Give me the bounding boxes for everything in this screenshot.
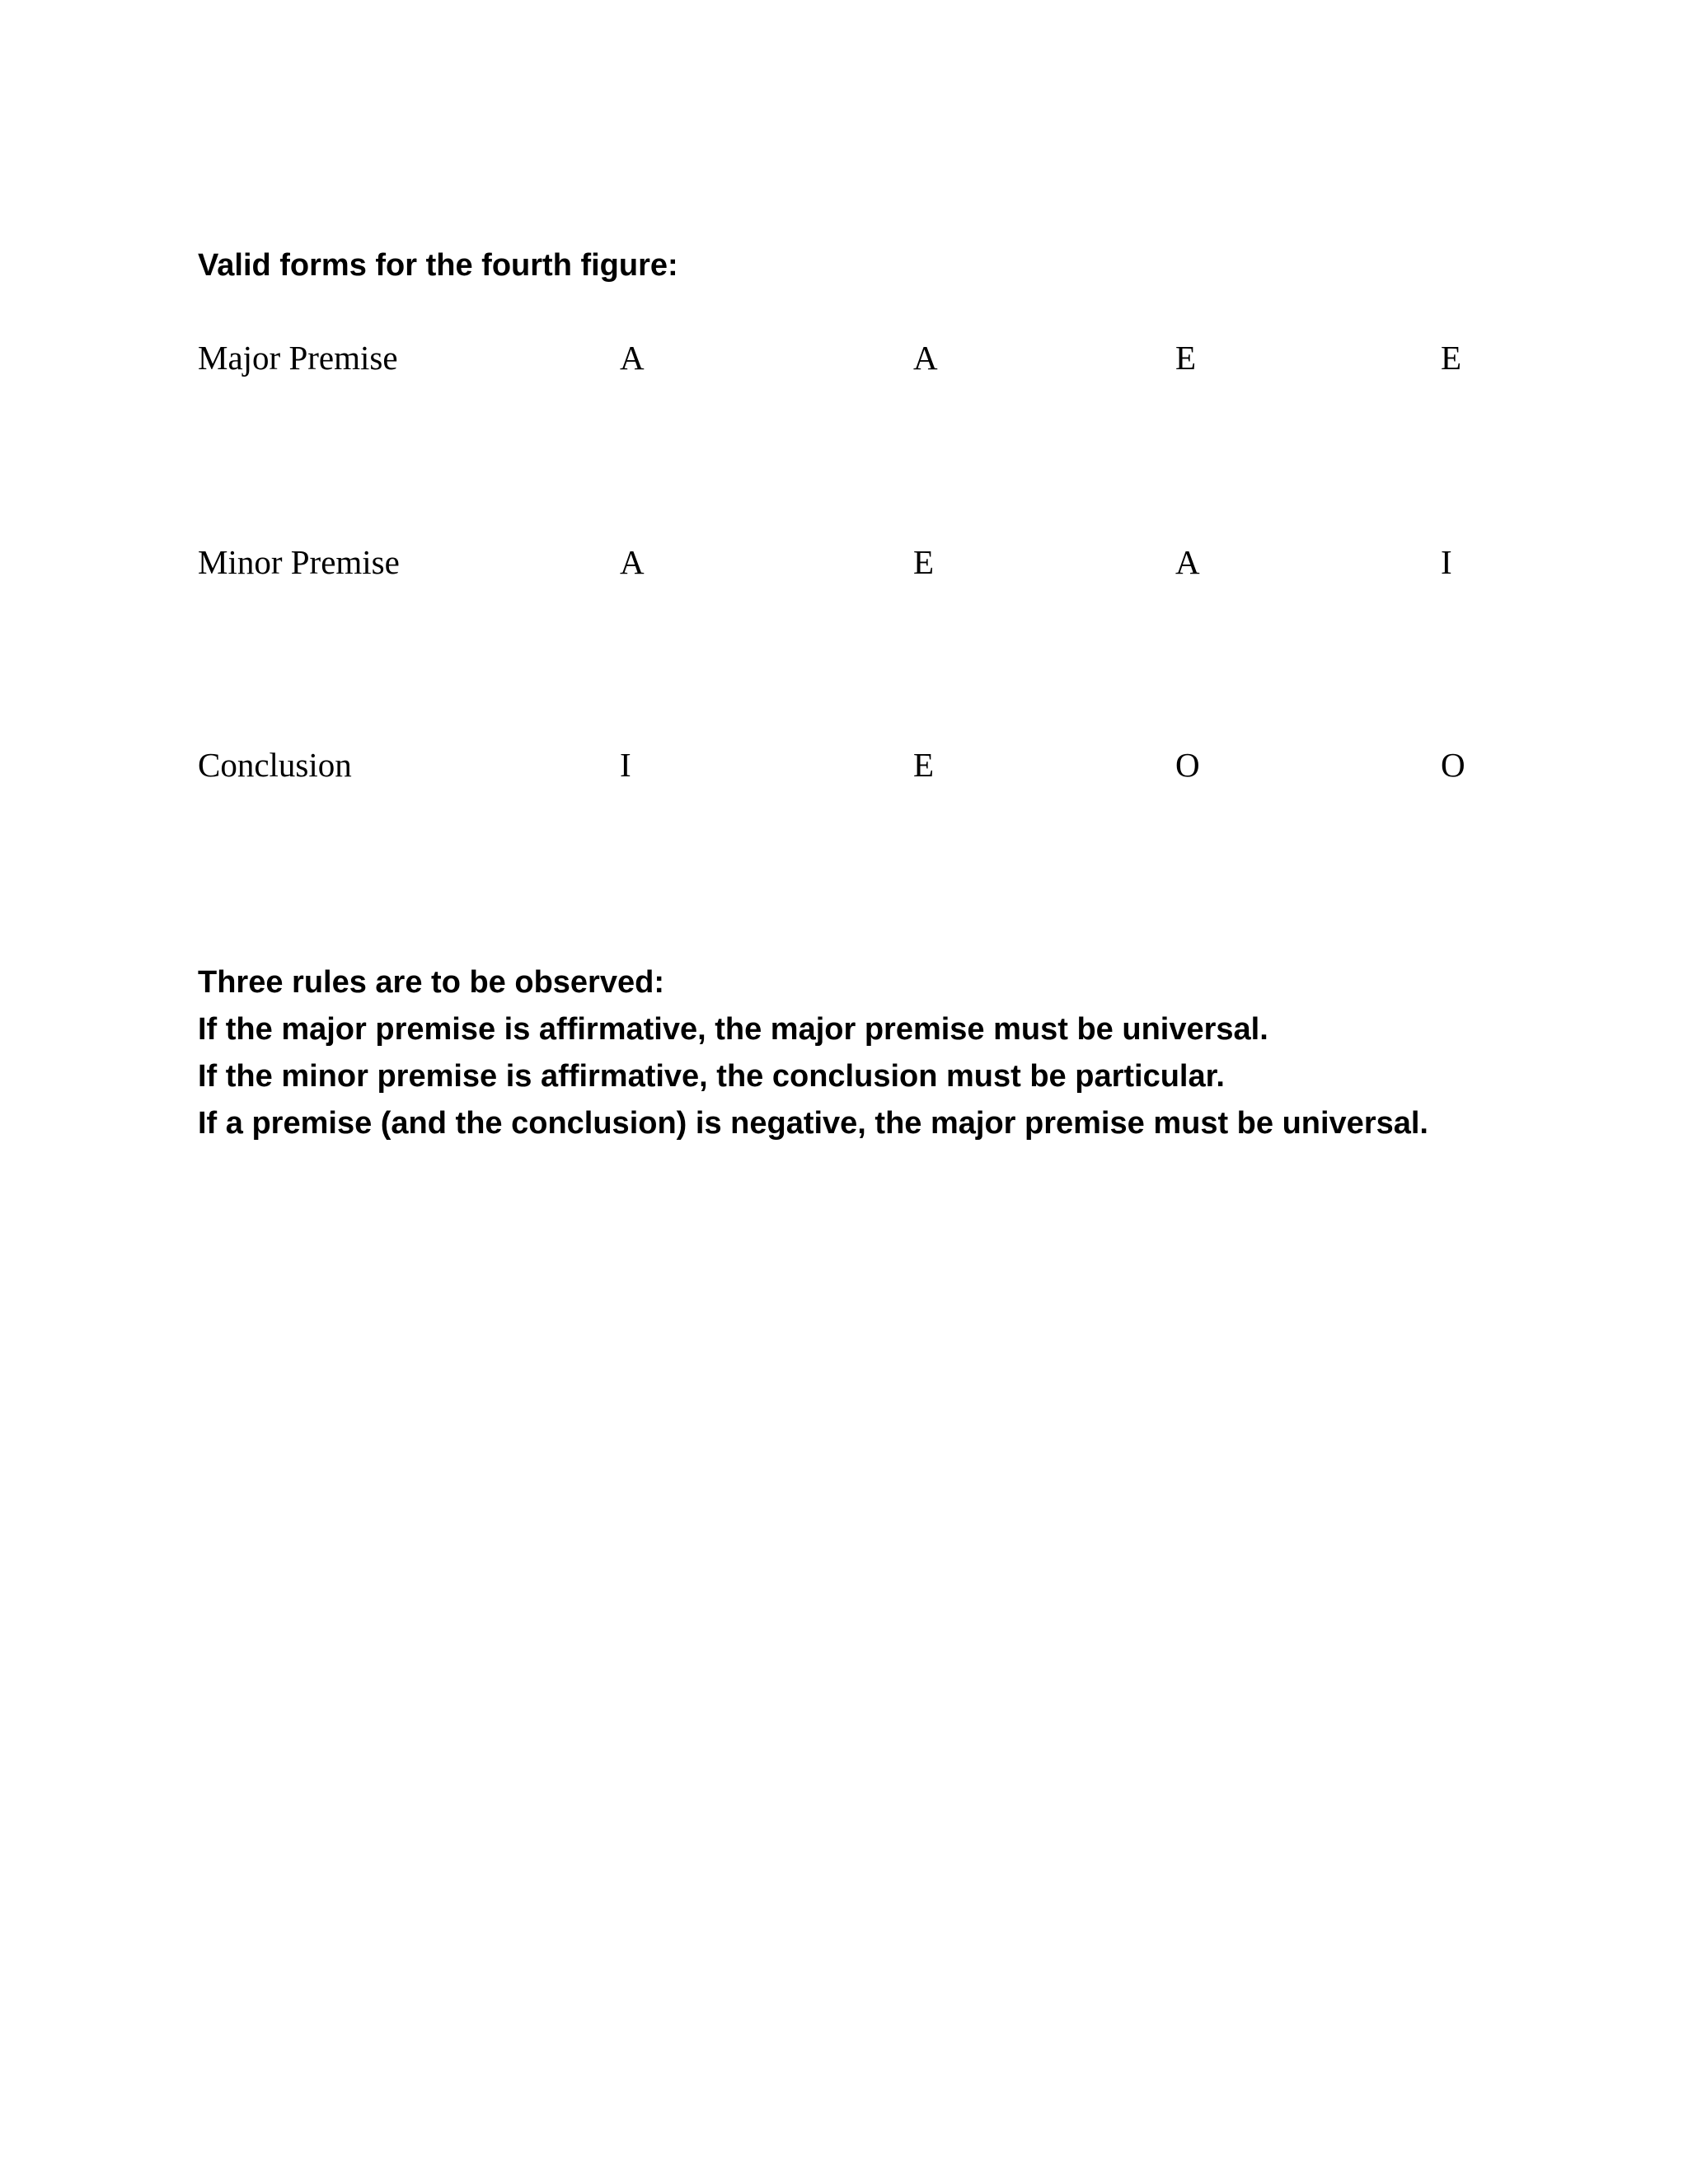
row-label: Conclusion <box>198 746 352 784</box>
row-label: Minor Premise <box>198 543 400 581</box>
rules-title: Three rules are to be observed: <box>198 965 664 1000</box>
table-cell: I <box>1441 543 1452 581</box>
rule-item: If the minor premise is affirmative, the conclusion must be particular. <box>198 1059 1225 1094</box>
table-row-major-premise <box>0 335 1688 384</box>
rules-section <box>198 959 1428 1147</box>
page-heading: Valid forms for the fourth figure: <box>198 248 678 283</box>
table-row-conclusion <box>0 742 1688 791</box>
table-cell: A <box>913 339 938 377</box>
rule-item: If a premise (and the conclusion) is negative, the major premise must be universal. <box>198 1106 1428 1141</box>
table-cell: O <box>1441 746 1465 784</box>
table-cell: A <box>1175 543 1200 581</box>
table-cell: E <box>1441 339 1462 377</box>
table-cell: E <box>1175 339 1197 377</box>
table-cell: A <box>620 339 645 377</box>
table-cell: A <box>620 543 645 581</box>
table-cell: O <box>1175 746 1200 784</box>
table-cell: I <box>620 746 631 784</box>
valid-forms-table <box>0 0 1688 824</box>
rule-item: If the major premise is affirmative, the major premise must be universal. <box>198 1012 1268 1047</box>
row-label: Major Premise <box>198 339 398 377</box>
table-cell: E <box>913 543 935 581</box>
table-cell: E <box>913 746 935 784</box>
table-row-minor-premise <box>0 539 1688 588</box>
